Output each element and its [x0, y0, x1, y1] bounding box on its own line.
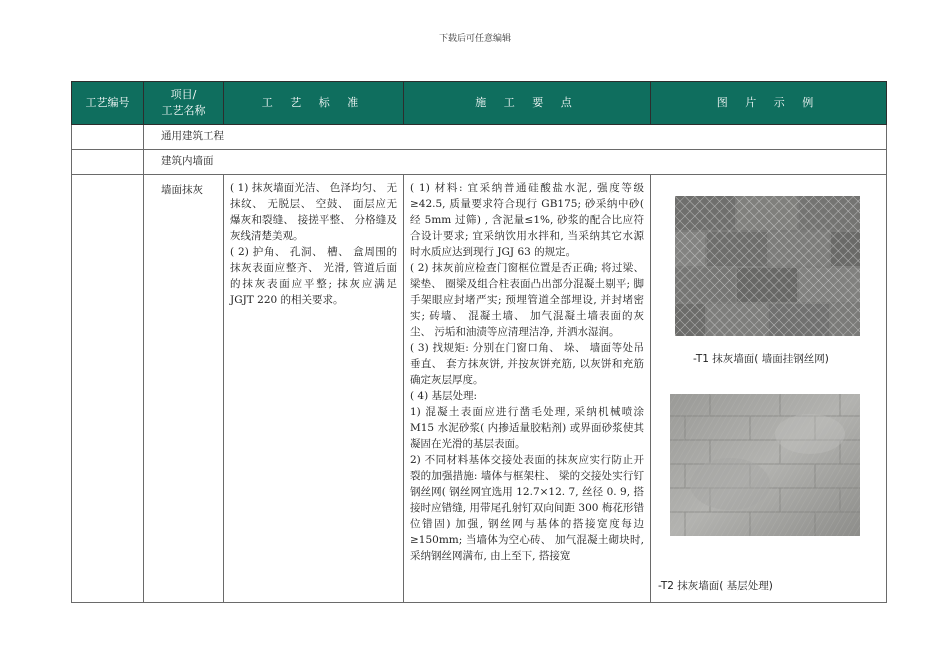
points-cell: [404, 175, 651, 603]
points-paragraph: ( 3) 找规矩: 分别在门窗口角、 垛、 墙面等处吊垂直、 套方抹灰饼, 并按灰饼充筋, 以灰饼和充筋确定灰层厚度。: [410, 342, 644, 386]
points-paragraph: 2) 不同材料基体交接处表面的抹灰应实行防止开裂的加强措施: 墙体与框架柱、 梁的交接处实行钉钢丝网( 钢丝网宜选用 12.7×12. 7, 丝径 0. 9, 搭接时应错缝, 用带尾孔射钉双向间距 300 梅花形错位错固) 加强, 钢丝网与基体的搭接宽度每边≥150mm; 当墙体为空心砖、 加气混凝土砌块时, 采纳钢丝网满布, 由上至下, 搭接宽: [410, 454, 644, 562]
header-code: 工艺编号: [72, 82, 144, 125]
standard-text: [225, 176, 402, 312]
table-header-row: [72, 82, 887, 125]
points-text: [405, 176, 649, 568]
item-name: 墙面抹灰: [161, 184, 203, 196]
header-item-line1: 项目/: [170, 88, 197, 101]
photo-caption: -T2 抹灰墙面( 基层处理): [658, 580, 773, 592]
item-row: [72, 175, 887, 603]
standard-cell: [224, 175, 404, 603]
category-row: [72, 125, 887, 150]
page-header: 下载后可任意编辑: [438, 34, 511, 44]
category-code-cell: [72, 125, 144, 150]
header-standard: 工 艺 标 准: [224, 82, 404, 125]
points-paragraph: ( 4) 基层处理:: [410, 390, 478, 402]
points-paragraph: ( 1) 材料: 宜采纳普通硅酸盐水泥, 强度等级≥42.5, 质量要求符合现行 GB175; 砂采纳中砂( 经 5mm 过筛) , 含泥量≤1%, 砂浆的配合比应符合设计要求; 宜采纳饮用水拌和, 当采纳其它水源时水质应达到现行 JGJ 63 的规定。: [410, 182, 644, 258]
points-paragraph: ( 2) 抹灰前应检查门窗框位置是否正确; 将过梁、 梁垫、 圈梁及组合柱表面凸出部分混凝土剔平; 脚手架眼应封堵严实; 预埋管道全部埋设, 并封堵密实; 砖墙、 混凝土墙、 加气混凝土墙表面的灰尘、 污垢和油渍等应清理洁净, 并洒水湿润。: [410, 262, 644, 338]
item-name-cell: [144, 175, 224, 603]
header-item-line2: 工艺名称: [161, 104, 206, 117]
header-images: 图 片 示 例: [651, 82, 887, 125]
standard-paragraph: ( 2) 护角、 孔洞、 槽、 盒周围的抹灰表面应整齐、 光滑, 管道后面的抹灰表面应平整; 抹灰应满足 JGJT 220 的相关要求。: [230, 246, 397, 306]
wall-mesh-photo: [675, 196, 860, 336]
subcategory-cell: [144, 150, 887, 175]
base-treatment-photo: [670, 394, 860, 536]
category-cell: [144, 125, 887, 150]
subcategory-row: [72, 150, 887, 175]
category-label: 通用建筑工程: [161, 130, 224, 142]
standard-paragraph: ( 1) 抹灰墙面光洁、 色泽均匀、 无抹纹、 无脱层、 空鼓、 面层应无爆灰和裂缝、 接搓平整、 分格缝及灰线清楚美观。: [230, 182, 397, 242]
header-item: [144, 82, 224, 125]
photo-caption: -T1 抹灰墙面( 墙面挂钢丝网): [693, 353, 829, 365]
subcategory-label: 建筑内墙面: [161, 155, 214, 167]
process-standard-table: [71, 81, 887, 603]
item-code-cell: [72, 175, 144, 603]
subcategory-code-cell: [72, 150, 144, 175]
header-points: 施 工 要 点: [404, 82, 651, 125]
images-cell: [651, 175, 887, 603]
points-paragraph: 1) 混凝土表面应进行凿毛处理, 采纳机械喷涂 M15 水泥砂浆( 内掺适量胶粘剂) 或界面砂浆使其凝固在光滑的基层表面。: [410, 406, 644, 450]
